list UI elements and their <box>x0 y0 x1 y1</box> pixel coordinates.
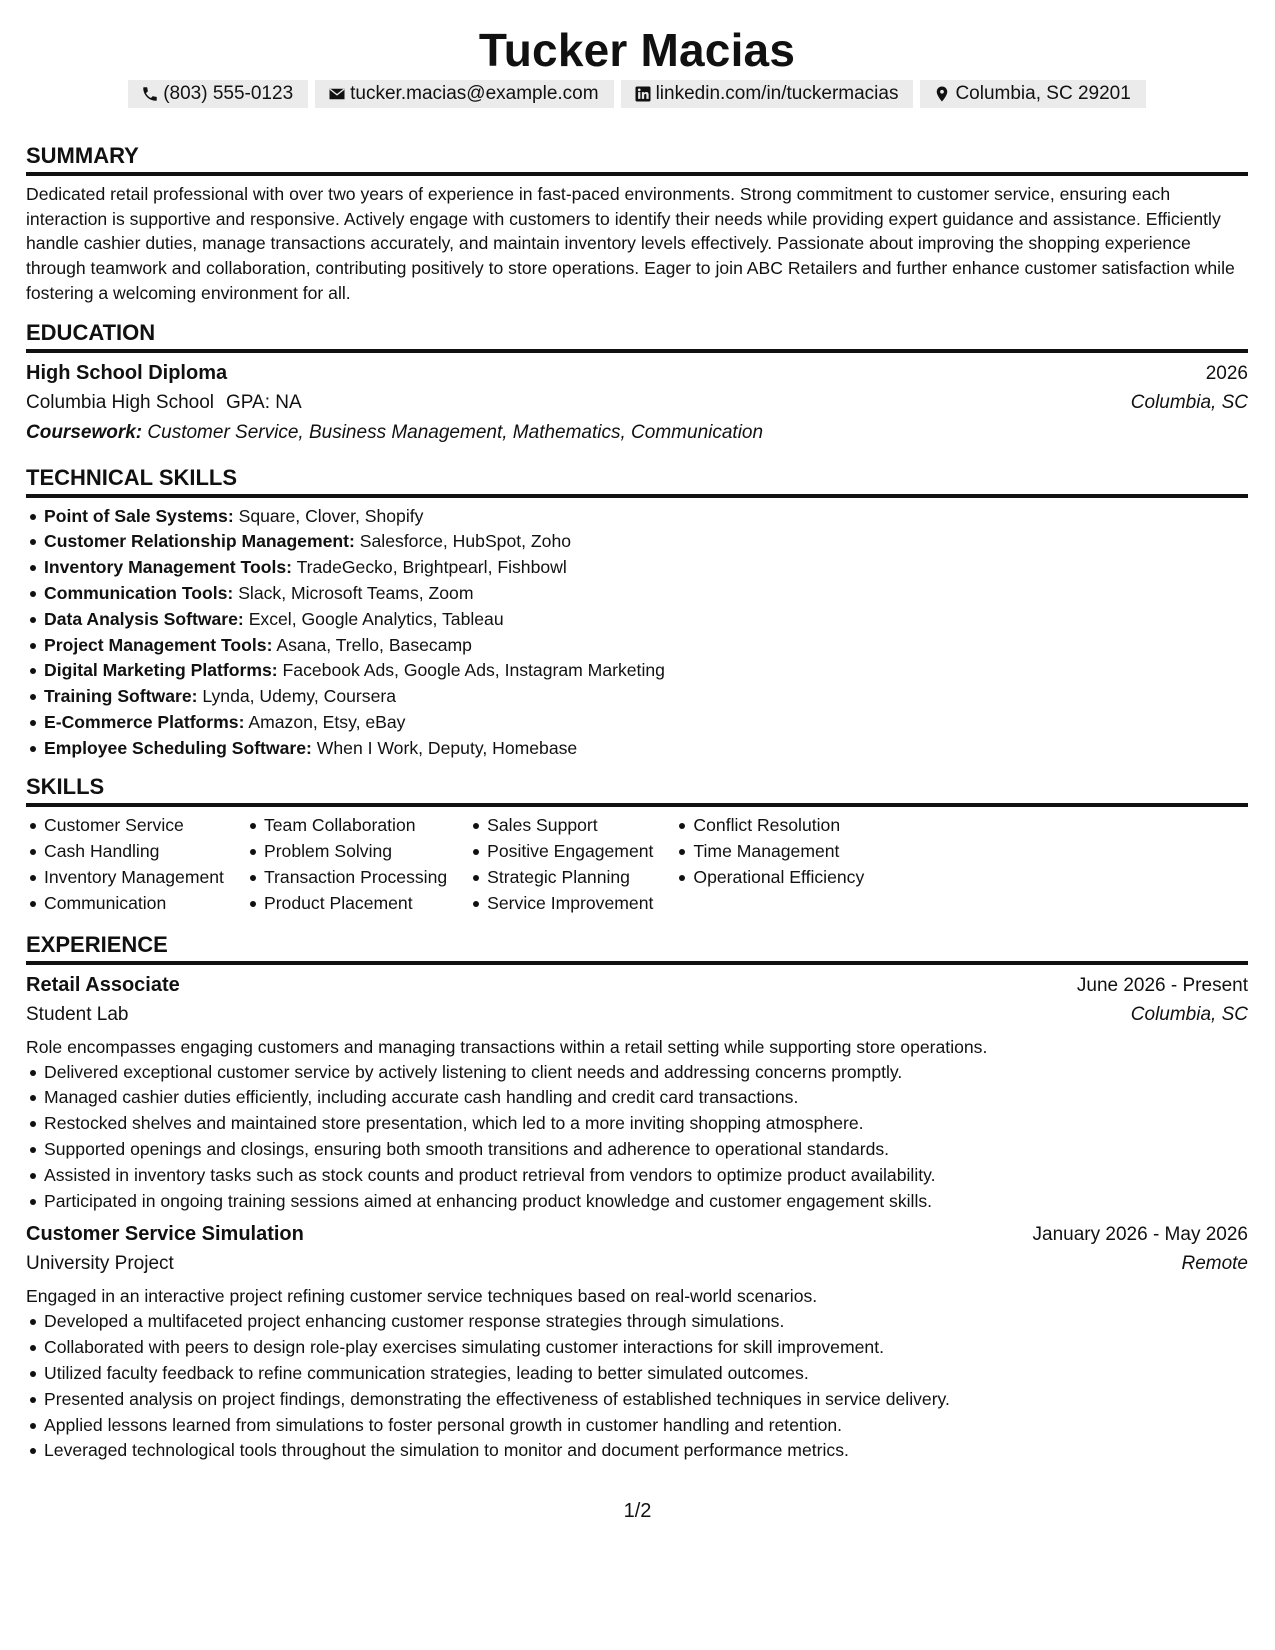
list-item: Customer Service <box>26 813 224 839</box>
skill-values: Amazon, Etsy, eBay <box>248 711 406 732</box>
job-dates: January 2026 - May 2026 <box>1032 1224 1248 1246</box>
summary-text: Dedicated retail professional with over two years of experience in fast-paced environments. Strong commitment to customer service, ensuring each interaction is supportive and responsive. Actively engage with customers to identify their needs while providing expert guidance and assistance. Efficiently handle cashier duties, manage transactions accurately, and maintain inventory levels effectively. Passionate about improving the shopping experience through teamwork and collaboration, contributing positively to store operations. Eager to join ABC Retailers and further enhance customer satisfaction while fostering a welcoming environment for all. <box>26 184 1235 303</box>
school-line <box>26 388 302 418</box>
graduation-year: 2026 <box>1205 362 1248 384</box>
contact-location-text: Columbia, SC 29201 <box>955 83 1131 104</box>
candidate-name: Tucker Macias <box>478 24 796 76</box>
list-item: Managed cashier duties efficiently, including accurate cash handling and credit card transactions. <box>26 1085 1248 1111</box>
job-bullets <box>26 1309 1248 1464</box>
contact-email[interactable] <box>315 80 613 108</box>
education-section <box>26 319 1248 448</box>
list-item: Positive Engagement <box>469 839 653 865</box>
list-item: Inventory Management <box>26 865 224 891</box>
list-item: Sales Support <box>469 813 653 839</box>
list-item: Team Collaboration <box>246 813 447 839</box>
resume-page <box>26 22 1248 1470</box>
job-header-row <box>26 1220 1248 1249</box>
coursework <box>26 418 1248 448</box>
skills-column <box>26 813 224 916</box>
skill-values: When I Work, Deputy, Homebase <box>316 737 578 758</box>
skill-category: Inventory Management Tools: <box>44 557 292 578</box>
job-header-row <box>26 971 1248 1000</box>
skill-category: Customer Relationship Management: <box>44 531 355 552</box>
list-item: Cash Handling <box>26 839 224 865</box>
list-item <box>26 504 1248 530</box>
job-location: Columbia, SC <box>1130 1003 1248 1025</box>
list-item: Problem Solving <box>246 839 447 865</box>
coursework-label: Coursework: <box>26 421 143 443</box>
contact-linkedin-text: linkedin.com/in/tuckermacias <box>655 83 899 104</box>
section-title-summary: SUMMARY <box>26 142 1248 176</box>
job-org-row <box>26 1249 1248 1279</box>
list-item: Communication <box>26 891 224 917</box>
list-item <box>26 555 1248 581</box>
skills-section <box>26 773 1248 916</box>
job-entry <box>26 971 1248 1215</box>
job-description: Role encompasses engaging customers and managing transactions within a retail setting while supporting store operations. <box>26 1036 988 1057</box>
contact-location <box>920 80 1145 108</box>
skill-values: Salesforce, HubSpot, Zoho <box>359 531 572 552</box>
list-item <box>26 633 1248 659</box>
list-item: Participated in ongoing training sessions aimed at enhancing product knowledge and customer engagement skills. <box>26 1189 1248 1215</box>
list-item <box>26 658 1248 684</box>
contact-linkedin[interactable] <box>621 80 914 108</box>
skill-category: Employee Scheduling Software: <box>44 737 312 758</box>
list-item <box>26 607 1248 633</box>
gpa: GPA: NA <box>226 391 302 413</box>
list-item: Assisted in inventory tasks such as stock counts and product retrieval from vendors to optimize product availability. <box>26 1163 1248 1189</box>
contact-phone[interactable] <box>128 80 308 108</box>
section-title-experience: EXPERIENCE <box>26 931 1248 965</box>
list-item: Delivered exceptional customer service by actively listening to client needs and addressing concerns promptly. <box>26 1060 1248 1086</box>
phone-icon <box>141 85 159 103</box>
list-item <box>26 581 1248 607</box>
skill-values: Facebook Ads, Google Ads, Instagram Marketing <box>282 660 665 681</box>
list-item: Supported openings and closings, ensuring both smooth transitions and adherence to operational standards. <box>26 1137 1248 1163</box>
job-organization: Student Lab <box>26 1003 129 1025</box>
section-title-technical-skills: TECHNICAL SKILLS <box>26 464 1248 498</box>
coursework-list: Customer Service, Business Management, Mathematics, Communication <box>147 421 764 443</box>
list-item: Product Placement <box>246 891 447 917</box>
skill-values: Slack, Microsoft Teams, Zoom <box>238 582 474 603</box>
list-item: Transaction Processing <box>246 865 447 891</box>
job-organization: University Project <box>26 1253 174 1275</box>
degree: High School Diploma <box>26 361 228 384</box>
skill-category: Project Management Tools: <box>44 634 273 655</box>
list-item <box>26 684 1248 710</box>
skill-values: Square, Clover, Shopify <box>238 505 424 526</box>
linkedin-icon <box>634 85 652 103</box>
technical-skills-section <box>26 464 1248 762</box>
skills-column <box>246 813 447 916</box>
skill-category: E-Commerce Platforms: <box>44 711 245 732</box>
envelope-icon <box>328 85 346 103</box>
list-item: Utilized faculty feedback to refine communication strategies, leading to better simulated outcomes. <box>26 1361 1248 1387</box>
contact-phone-text: (803) 555-0123 <box>163 83 294 104</box>
list-item: Operational Efficiency <box>675 865 864 891</box>
job-title: Customer Service Simulation <box>26 1223 304 1246</box>
list-item <box>26 529 1248 555</box>
skill-values: TradeGecko, Brightpearl, Fishbowl <box>296 557 567 578</box>
list-item: Presented analysis on project findings, demonstrating the effectiveness of established techniques in service delivery. <box>26 1387 1248 1413</box>
skill-values: Excel, Google Analytics, Tableau <box>248 608 504 629</box>
job-description: Engaged in an interactive project refining customer service techniques based on real-world scenarios. <box>26 1286 818 1307</box>
technical-skills-list <box>26 504 1248 762</box>
skill-values: Asana, Trello, Basecamp <box>276 634 472 655</box>
skill-values: Lynda, Udemy, Coursera <box>202 686 396 707</box>
list-item: Conflict Resolution <box>675 813 864 839</box>
job-entry <box>26 1220 1248 1464</box>
skill-category: Digital Marketing Platforms: <box>44 660 278 681</box>
job-dates: June 2026 - Present <box>1076 974 1248 996</box>
job-bullets <box>26 1060 1248 1215</box>
section-title-education: EDUCATION <box>26 319 1248 353</box>
experience-section <box>26 931 1248 1465</box>
list-item <box>26 710 1248 736</box>
list-item: Restocked shelves and maintained store presentation, which led to a more inviting shopping atmosphere. <box>26 1111 1248 1137</box>
education-header-row <box>26 359 1248 388</box>
page-number: 1/2 <box>623 1500 652 1522</box>
list-item <box>26 736 1248 762</box>
list-item: Service Improvement <box>469 891 653 917</box>
skill-category: Point of Sale Systems: <box>44 505 234 526</box>
contact-bar <box>26 80 1248 108</box>
job-location: Remote <box>1181 1253 1248 1275</box>
list-item: Applied lessons learned from simulations to foster personal growth in customer handling and retention. <box>26 1413 1248 1439</box>
skills-column <box>469 813 653 916</box>
job-org-row <box>26 1000 1248 1030</box>
list-item: Strategic Planning <box>469 865 653 891</box>
education-school-row <box>26 388 1248 418</box>
job-title: Retail Associate <box>26 973 180 996</box>
skill-category: Training Software: <box>44 686 198 707</box>
list-item: Developed a multifaceted project enhancing customer response strategies through simulations. <box>26 1309 1248 1335</box>
skills-grid <box>26 813 1248 916</box>
section-title-skills: SKILLS <box>26 773 1248 807</box>
summary-section <box>26 142 1248 306</box>
list-item: Collaborated with peers to design role-play exercises simulating customer interactions for skill improvement. <box>26 1335 1248 1361</box>
list-item: Time Management <box>675 839 864 865</box>
school-name: Columbia High School <box>26 391 214 413</box>
skill-category: Data Analysis Software: <box>44 608 244 629</box>
list-item: Leveraged technological tools throughout the simulation to monitor and document performance metrics. <box>26 1438 1248 1464</box>
school-location: Columbia, SC <box>1130 391 1248 413</box>
skills-column <box>675 813 864 916</box>
skill-category: Communication Tools: <box>44 582 234 603</box>
map-pin-icon <box>933 85 951 103</box>
contact-email-text: tucker.macias@example.com <box>350 83 599 104</box>
